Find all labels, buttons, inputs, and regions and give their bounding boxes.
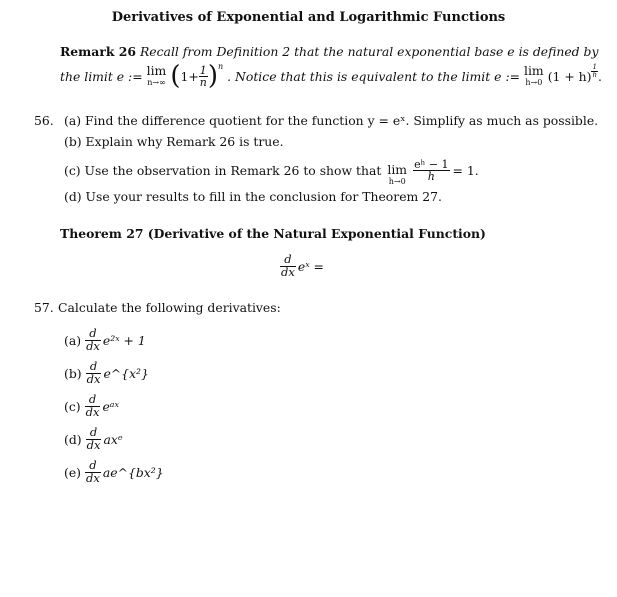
problem-57-item-a: (a) d dx e²ˣ + 1 xyxy=(64,326,146,353)
problem-56-d: (d) Use your results to fill in the conclusion for Theorem 27. xyxy=(64,189,442,204)
theorem-expr: eˣ = xyxy=(297,258,324,274)
remark-text-1: Recall from Definition 2 that the natural exponential base e is defined by xyxy=(139,44,599,59)
remark-one-plus-h: (1 + h) xyxy=(547,68,592,84)
problem-57-intro: Calculate the following derivatives: xyxy=(58,300,281,315)
remark-line-2: the limit e := lim n→∞ ( 1+ $\frac{1}{n}$ ) $^n$ . Notice that this is equivalent to the limit e := lim h→0 (1 + h) $^{\frac{1}{h}}$ . xyxy=(60,61,602,91)
problem-56-c-fraction: $\frac{\text{eʰ − 1}}{h}$ xyxy=(414,157,449,183)
problem-57-item-b: (b) d dx e^{x²} xyxy=(64,359,149,386)
theorem-formula xyxy=(280,254,324,278)
problem-56-number: 56. xyxy=(34,113,54,128)
theorem-label: Theorem 27 (Derivative of the Natural Exponential Function) xyxy=(60,226,486,241)
remark-lim-h: lim h→0 xyxy=(524,62,544,88)
problem-57-item-e: (e) d dx ae^{bx²} xyxy=(64,458,164,485)
problem-56-a: (a) Find the difference quotient for the function y = eˣ. Simplify as much as possible. xyxy=(64,113,599,128)
page-title: Derivatives of Exponential and Logarithmic Functions xyxy=(111,10,506,25)
problem-57-number: 57. xyxy=(34,300,54,315)
problem-56-c-lim: lim h→0 xyxy=(387,161,408,187)
remark-label: Remark 26 xyxy=(60,44,136,59)
remark-limit-mid: . Notice that this is equivalent to the limit e := xyxy=(227,68,520,84)
remark-line-1 xyxy=(60,44,598,59)
problem-57-item-c: (c) d dx eᵃˣ xyxy=(64,392,119,419)
theorem-ddx: d dx xyxy=(281,252,295,279)
problem-56-b: (b) Explain why Remark 26 is true. xyxy=(64,134,284,149)
problem-57-item-d: (d) d dx axᵉ xyxy=(64,425,123,452)
problem-56-c: (c) Use the observation in Remark 26 to show that lim h→0 $\frac{\text{eʰ − 1}}{h}$ = 1. xyxy=(64,157,479,187)
remark-limit-pre: the limit e := xyxy=(60,68,143,84)
remark-lim-n: lim n→∞ xyxy=(146,62,167,88)
remark-one-over-n: $\frac{1}{n}$ xyxy=(199,63,207,89)
